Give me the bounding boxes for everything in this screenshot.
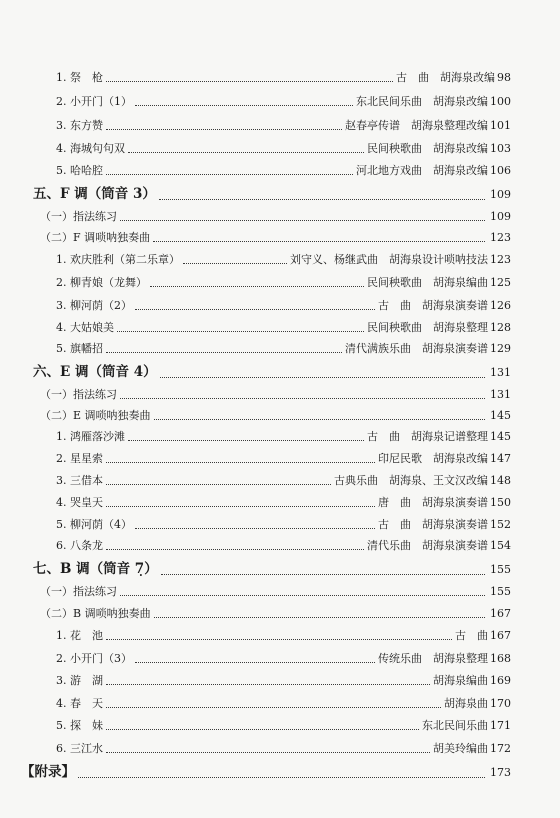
page-number: 155 [490,585,511,598]
entry-attribution: 清代满族乐曲 胡海泉演奏谱 [345,342,488,355]
toc-entry [56,629,511,643]
entry-attribution: 古 曲 胡海泉改编 [396,71,495,84]
page-number: 155 [490,563,511,576]
entry-title: 5. 旗幡招 [56,342,103,355]
page-number: 147 [490,452,511,465]
dot-leader [78,777,485,778]
dot-leader [150,286,364,287]
entry-title: （二）B 调唢呐独奏曲 [40,607,151,620]
entry-attribution: 胡海泉编曲 [433,674,488,687]
entry-title: 五、F 调（筒音 3） [33,186,156,202]
page-number: 109 [490,210,511,223]
entry-title: （一）指法练习 [40,388,117,401]
entry-title: 3. 东方赞 [56,119,103,132]
toc-subsection [40,231,511,245]
entry-attribution: 东北民间乐曲 [422,719,488,732]
page-number: 150 [490,496,511,509]
dot-leader [120,595,485,596]
dot-leader [106,129,342,130]
toc-entry [56,697,511,711]
toc-entry [56,276,511,290]
page-number: 100 [490,95,511,108]
page-number: 154 [490,539,511,552]
dot-leader [160,377,485,378]
toc-entry [56,342,511,356]
page-number: 171 [490,719,511,732]
entry-attribution: 清代乐曲 胡海泉演奏谱 [367,539,488,552]
dot-leader [106,81,393,82]
page-number: 172 [490,742,511,755]
toc-entry [56,321,511,335]
dot-leader [106,639,452,640]
entry-attribution: 河北地方戏曲 胡海泉改编 [356,164,488,177]
toc-entry [56,95,511,109]
dot-leader [106,174,353,175]
toc-section [33,364,511,381]
dot-leader [120,398,485,399]
entry-title: 5. 探 妹 [56,719,103,732]
toc-subsection [40,388,511,402]
page-number: 170 [490,697,511,710]
page-number: 173 [490,766,511,779]
dot-leader [135,662,375,663]
dot-leader [106,352,342,353]
entry-title: 4. 大姑娘美 [56,321,114,334]
toc-entry [56,742,511,756]
entry-attribution: 民间秧歌曲 胡海泉编曲 [367,276,488,289]
dot-leader [117,331,364,332]
entry-title: 6. 三江水 [56,742,103,755]
toc-section [33,186,511,203]
page-number: 128 [490,321,511,334]
dot-leader [106,684,430,685]
toc-entry [56,496,511,510]
entry-attribution: 唐 曲 胡海泉演奏谱 [378,496,488,509]
entry-attribution: 传统乐曲 胡海泉整理 [378,652,488,665]
page-number: 131 [490,388,511,401]
entry-attribution: 古 曲 [455,629,488,642]
toc-subsection [40,210,511,224]
dot-leader [128,440,364,441]
page-number: 103 [490,142,511,155]
toc-entry [56,71,511,85]
entry-title: 3. 柳河荫（2） [56,299,132,312]
toc-entry [56,119,511,133]
dot-leader [183,263,287,264]
entry-title: 3. 游 湖 [56,674,103,687]
dot-leader [135,105,353,106]
entry-attribution: 胡海泉曲 [444,697,488,710]
toc-entry [56,430,511,444]
dot-leader [135,528,375,529]
entry-title: 5. 哈哈腔 [56,164,103,177]
toc-subsection [40,585,511,599]
entry-title: 6. 八条龙 [56,539,103,552]
dot-leader [161,574,485,575]
page-number: 101 [490,119,511,132]
toc-entry [56,719,511,733]
page-number: 123 [490,231,511,244]
entry-title: 3. 三借本 [56,474,103,487]
entry-attribution: 古 曲 胡海泉演奏谱 [378,518,488,531]
entry-title: 4. 海城句句双 [56,142,125,155]
entry-attribution: 古 曲 胡海泉演奏谱 [378,299,488,312]
page-number: 129 [490,342,511,355]
toc-appendix [21,764,511,781]
toc-entry [56,674,511,688]
page-number: 145 [490,409,511,422]
entry-attribution: 赵春亭传谱 胡海泉整理改编 [345,119,488,132]
dot-leader [106,752,430,753]
page-number: 123 [490,253,511,266]
dot-leader [120,220,485,221]
entry-title: 4. 春 天 [56,697,103,710]
page-number: 131 [490,366,511,379]
page-number: 168 [490,652,511,665]
toc-entry [56,164,511,178]
toc-entry [56,539,511,553]
dot-leader [154,617,485,618]
page-number: 152 [490,518,511,531]
entry-title: （二）F 调唢呐独奏曲 [40,231,151,244]
page-number: 167 [490,607,511,620]
page-number: 148 [490,474,511,487]
dot-leader [106,462,375,463]
page-number: 125 [490,276,511,289]
toc-entry [56,474,511,488]
page-number: 145 [490,430,511,443]
page-number: 126 [490,299,511,312]
entry-attribution: 民间秧歌曲 胡海泉整理 [367,321,488,334]
entry-title: 5. 柳河荫（4） [56,518,132,531]
entry-title: （一）指法练习 [40,210,117,223]
toc-entry [56,518,511,532]
entry-attribution: 印尼民歌 胡海泉改编 [378,452,488,465]
toc-entry [56,652,511,666]
dot-leader [106,707,441,708]
entry-attribution: 刘守义、杨继武曲 胡海泉设计唢呐技法 [290,253,488,266]
page-number: 167 [490,629,511,642]
toc-section [33,561,511,578]
dot-leader [106,506,375,507]
dot-leader [154,419,485,420]
page-number: 109 [490,188,511,201]
entry-title: 六、E 调（筒音 4） [33,364,157,380]
dot-leader [128,152,364,153]
entry-title: 1. 花 池 [56,629,103,642]
dot-leader [153,241,485,242]
entry-title: 七、B 调（筒音 7̣） [33,561,158,577]
page-number: 106 [490,164,511,177]
dot-leader [159,199,485,200]
entry-title: 【附录】 [21,764,75,780]
page-number: 98 [497,71,511,84]
dot-leader [106,729,419,730]
entry-title: 2. 柳青娘（龙舞） [56,276,147,289]
entry-attribution: 古 曲 胡海泉记谱整理 [367,430,488,443]
dot-leader [135,309,375,310]
toc-subsection [40,607,511,621]
entry-title: 1. 欢庆胜利（第二乐章） [56,253,180,266]
entry-title: （一）指法练习 [40,585,117,598]
entry-title: 1. 鸿雁落沙滩 [56,430,125,443]
dot-leader [106,549,364,550]
entry-title: 1. 祭 枪 [56,71,103,84]
entry-title: 2. 星星索 [56,452,103,465]
toc-entry [56,253,511,267]
entry-title: 2. 小开门（3） [56,652,132,665]
entry-title: （二）E 调唢呐独奏曲 [40,409,151,422]
entry-title: 4. 哭皇天 [56,496,103,509]
entry-attribution: 民间秧歌曲 胡海泉改编 [367,142,488,155]
dot-leader [106,484,331,485]
toc-entry [56,299,511,313]
entry-attribution: 胡美玲编曲 [433,742,488,755]
entry-title: 2. 小开门（1） [56,95,132,108]
page-number: 169 [490,674,511,687]
toc-entry [56,142,511,156]
toc-entry [56,452,511,466]
entry-attribution: 古典乐曲 胡海泉、王文汉改编 [334,474,488,487]
toc-subsection [40,409,511,423]
entry-attribution: 东北民间乐曲 胡海泉改编 [356,95,488,108]
